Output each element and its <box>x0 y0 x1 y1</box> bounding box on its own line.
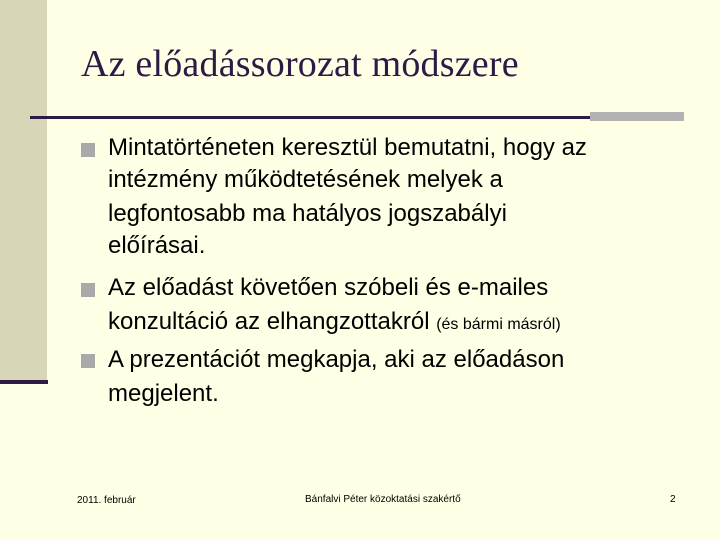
footer-page-number: 2 <box>670 494 676 505</box>
left-decorative-bar <box>0 0 47 382</box>
title-underline <box>30 116 590 119</box>
title-underline-accent <box>590 112 684 121</box>
bullet-2-small-note: (és bármi másról) <box>436 316 561 333</box>
left-bar-accent <box>0 380 48 384</box>
bullet-3-line-1: A prezentációt megkapja, aki az előadáson <box>108 346 565 373</box>
bullet-3-line-2: megjelent. <box>108 380 219 407</box>
footer-author: Bánfalvi Péter közoktatási szakértő <box>305 494 461 505</box>
bullet-marker <box>81 143 95 157</box>
bullet-2-line-2-text: konzultáció az elhangzottakról <box>108 308 430 335</box>
slide-title: Az előadássorozat módszere <box>81 43 519 85</box>
bullet-marker <box>81 283 95 297</box>
bullet-marker <box>81 354 95 368</box>
bullet-2-line-2 <box>108 306 561 341</box>
bullet-1-line-2: intézmény működtetésének melyek a <box>108 166 503 193</box>
footer-date: 2011. február <box>77 495 136 506</box>
bullet-2-line-1: Az előadást követően szóbeli és e-mailes <box>108 274 549 301</box>
bullet-1-line-4: előírásai. <box>108 232 206 259</box>
bullet-1-line-3: legfontosabb ma hatályos jogszabályi <box>108 200 507 227</box>
bullet-1-line-1: Mintatörténeten keresztül bemutatni, hogy az <box>108 134 587 161</box>
